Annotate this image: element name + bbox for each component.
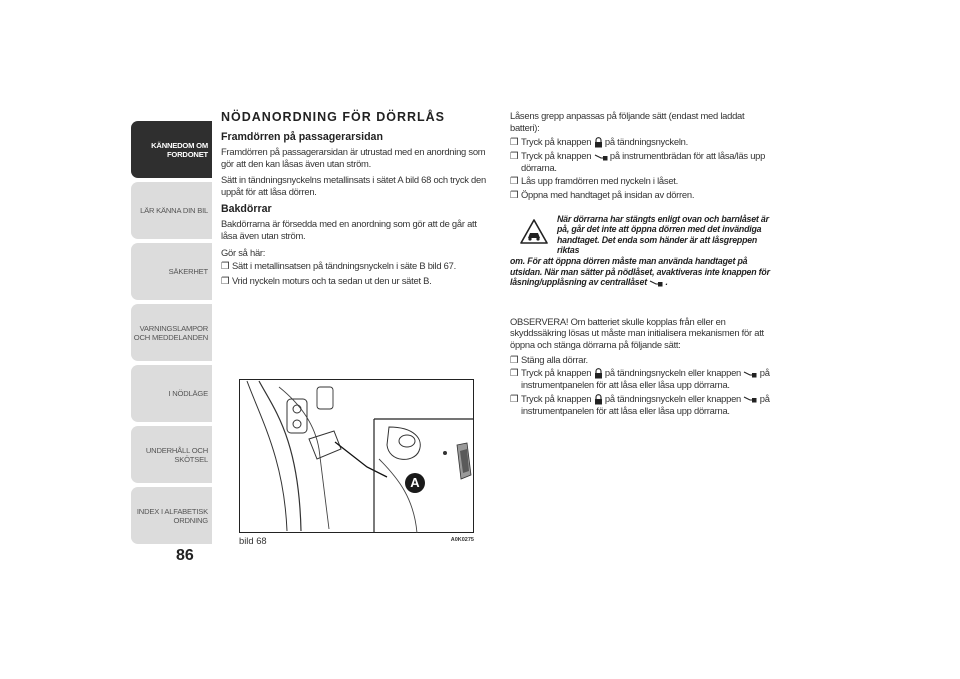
- tab-label: LÄR KÄNNA DIN BIL: [140, 206, 208, 215]
- central-lock-icon: [743, 370, 757, 378]
- step-text: på tändningsnyckeln eller knappen: [604, 367, 742, 379]
- list-item: [510, 136, 776, 148]
- tab-label: UNDERHÅLL OCH SKÖTSEL: [145, 445, 208, 464]
- section-title: NÖDANORDNING FÖR DÖRRLÅS: [221, 110, 445, 124]
- checkbox-bullet-icon: ❒: [510, 353, 519, 365]
- rear-doors-heading: Bakdörrar: [221, 203, 272, 216]
- central-lock-icon: [649, 279, 663, 287]
- tab-label: SÄKERHET: [168, 267, 208, 276]
- list-item: [510, 354, 776, 366]
- front-door-paragraph-1: Framdörren på passagerarsidan är utrustad med en anordning som gör att den kan låsas även utan ström.: [221, 146, 486, 169]
- rear-doors-paragraph-2: Gör så här:: [221, 246, 266, 258]
- step-text: på instrumentpanelen för att låsa eller låsa upp dörrarna.: [521, 367, 770, 391]
- tab-index[interactable]: [131, 487, 212, 544]
- tab-sakerhet[interactable]: [131, 243, 212, 300]
- step-text: på tändningsnyckeln.: [604, 136, 688, 148]
- tab-label: I NÖDLÄGE: [168, 389, 208, 398]
- door-lock-illustration: [239, 379, 474, 533]
- list-item: [510, 393, 776, 417]
- section-tabs: [131, 121, 212, 542]
- list-item: [510, 367, 776, 391]
- tab-kannedom-om-fordonet[interactable]: [131, 121, 212, 178]
- tab-label: KÄNNEDOM OM FORDONET: [151, 140, 208, 159]
- step-text: Lås upp framdörren med nyckeln i låset.: [521, 175, 678, 187]
- figure-68: [239, 379, 474, 533]
- tab-i-nodlage[interactable]: [131, 365, 212, 422]
- checkbox-bullet-icon: ❒: [510, 188, 519, 200]
- checkbox-bullet-icon: ❒: [510, 150, 519, 162]
- step-text: Tryck på knappen: [521, 150, 592, 162]
- central-lock-icon: [743, 395, 757, 403]
- rear-doors-paragraph-1: Bakdörrarna är försedda med en anordning som gör att de går att låsa även utan ström.: [221, 218, 477, 241]
- list-item: [510, 189, 776, 201]
- step-text: Stäng alla dörrar.: [521, 353, 588, 365]
- checkbox-bullet-icon: ❒: [510, 136, 519, 148]
- lock-icon: [594, 137, 603, 148]
- caption-text: bild 68: [239, 535, 267, 546]
- page-number: 86: [176, 547, 194, 564]
- step-text: på tändningsnyckeln eller knappen: [604, 392, 742, 404]
- list-item-text: Sätt i metallinsatsen på tändningsnyckeln i säte B bild 67.: [232, 260, 456, 272]
- step-text: Tryck på knappen: [521, 392, 592, 404]
- figure-caption: [239, 535, 474, 546]
- tab-varningslampor[interactable]: [131, 304, 212, 361]
- warning-text-rest: om. För att öppna dörren måste man använda handtaget på utsidan. När man sätter på nödlåset, avaktiveras inte knappen för låsning/upplåsning av centrallåset: [510, 255, 770, 288]
- warning-car-icon: [520, 218, 548, 246]
- list-item: [221, 275, 487, 287]
- tab-label: INDEX I ALFABETISK ORDNING: [136, 506, 208, 525]
- step-text: Tryck på knappen: [521, 136, 592, 148]
- left-column: [221, 110, 487, 289]
- tab-lar-kanna-din-bil[interactable]: [131, 182, 212, 239]
- checkbox-bullet-icon: ❒: [221, 274, 230, 286]
- note-paragraph: OBSERVERA! Om batteriet skulle kopplas från eller en skyddssäkring lösas ut måste man initialisera mekanismen för att öppna och stänga dörrarna på följande sätt:: [510, 315, 764, 350]
- intro-paragraph: Låsens grepp anpassas på följande sätt (endast med laddat batteri):: [510, 110, 745, 133]
- lock-icon: [594, 368, 603, 379]
- step-text: Tryck på knappen: [521, 367, 592, 379]
- front-door-heading: Framdörren på passagerarsidan: [221, 131, 383, 143]
- checkbox-bullet-icon: ❒: [510, 392, 519, 404]
- checkbox-bullet-icon: ❒: [510, 367, 519, 379]
- tab-underhall-och-skotsel[interactable]: [131, 426, 212, 483]
- right-column: [510, 110, 776, 418]
- central-lock-icon: [594, 153, 608, 161]
- step-text: Öppna med handtaget på insidan av dörren.: [521, 188, 695, 200]
- warning-note: [510, 214, 776, 288]
- list-item: [221, 260, 487, 272]
- step-text: på instrumentbrädan för att låsa/läs upp dörrarna.: [521, 150, 766, 173]
- lock-icon: [594, 394, 603, 405]
- list-item-text: Vrid nyckeln moturs och ta sedan ut den ur sätet B.: [232, 274, 432, 286]
- list-item: [510, 175, 776, 187]
- list-item: [510, 150, 776, 173]
- checkbox-bullet-icon: ❒: [510, 175, 519, 187]
- front-door-paragraph-2: Sätt in tändningsnyckelns metallinsats i sätet A bild 68 och tryck den uppåt för att låsa dörren.: [221, 174, 486, 197]
- callout-a: A: [405, 473, 425, 493]
- checkbox-bullet-icon: ❒: [221, 260, 230, 272]
- warning-text-end: .: [665, 277, 668, 288]
- tab-label: VARNINGSLAMPOR OCH MEDDELANDEN: [133, 323, 208, 342]
- warning-text-first: När dörrarna har stängts enligt ovan och barnlåset är på, går det inte att öppna dörren med det invändiga handtaget. Det enda som händer är att låsgreppen riktas: [557, 213, 769, 256]
- figure-code: A0K0275: [450, 537, 474, 543]
- step-text: på instrumentpanelen för att låsa eller låsa upp dörrarna.: [521, 392, 770, 416]
